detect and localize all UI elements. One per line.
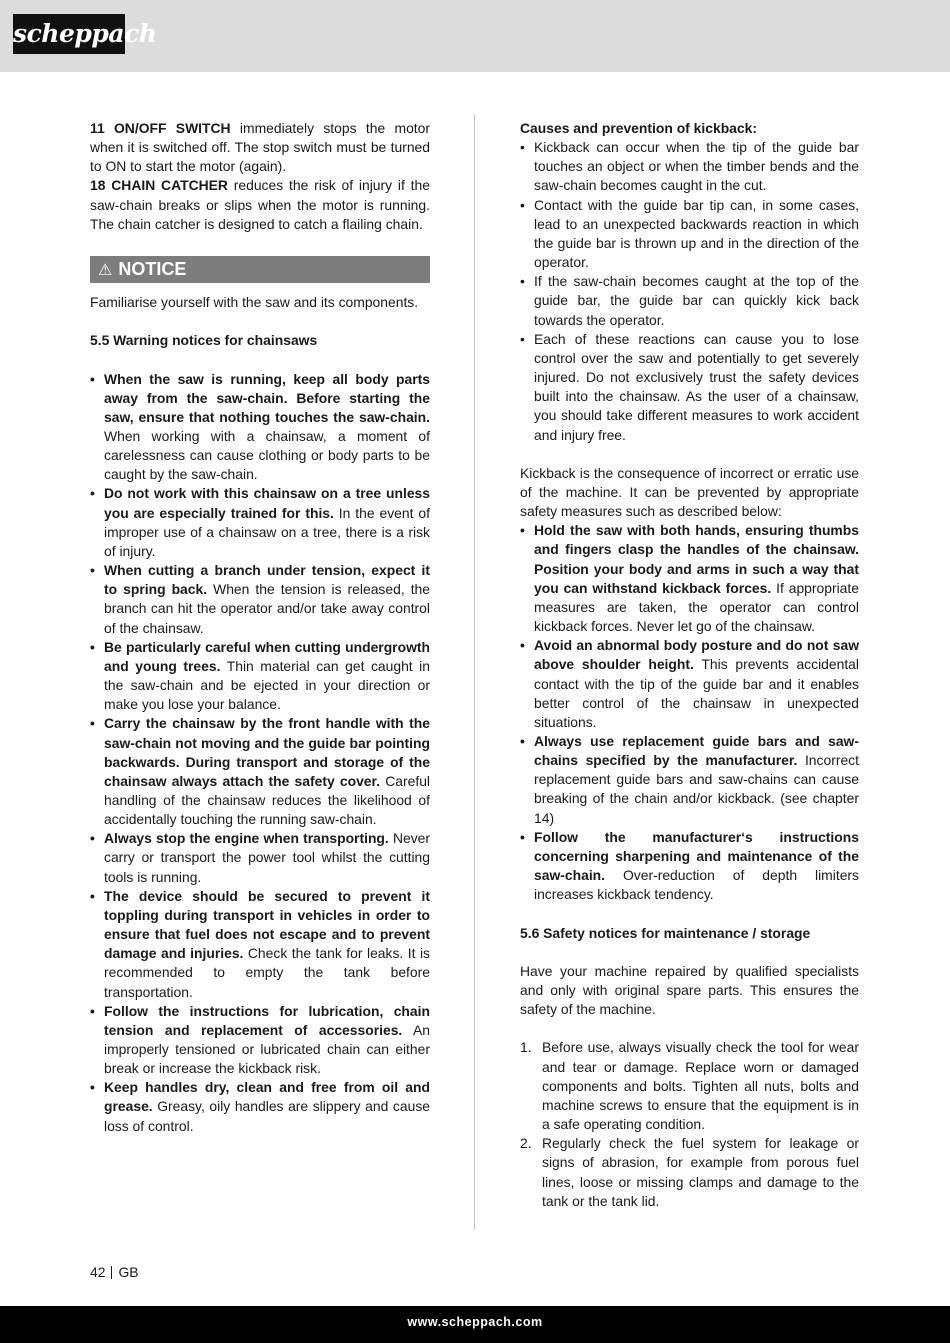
list-item — [90, 370, 430, 485]
left-column — [90, 119, 430, 1136]
bullet-text: In the event of improper use of a chainsaw on a tree, there is a risk of injury. — [104, 504, 430, 559]
list-item: • If the saw-chain becomes caught at the top of the guide bar, the guide bar can quickly kick back towards the operator. — [520, 272, 859, 329]
bullet-text: Incorrect replacement guide bars and saw-chains can cause breaking of the chain and/or kickback. (see chapter 14) — [534, 752, 859, 826]
notice-text: Familiarise yourself with the saw and its components. — [90, 293, 419, 310]
page-number-separator — [111, 1266, 112, 1279]
warning-bullet-list — [90, 370, 430, 1136]
page-number — [90, 1264, 139, 1280]
bullet-text: Never carry or transport the power tool whilst the cutting tools is running. — [104, 830, 430, 885]
bullet-bold: Hold the saw with both hands, ensuring thumbs and fingers clasp the handles of the chainsaw. Position your body and arms in such a way that you can withstand kickback forces. — [534, 522, 859, 596]
intro-text: reduces the risk of injury if the saw-chain breaks or slips when the motor is running. The chain catcher is designed to catch a flailing chain. — [90, 177, 430, 232]
page-footer — [0, 1306, 950, 1343]
bullet-text: Check the tank for leaks. It is recommended to empty the tank before transportation. — [104, 945, 430, 1000]
bullet-bold: When cutting a branch under tension, expect it to spring back. — [104, 562, 430, 598]
list-item — [90, 484, 430, 561]
list-item: • Kickback can occur when the tip of the guide bar touches an object or when the timber bends and the saw-chain becomes caught in the cut. — [520, 138, 859, 195]
list-item — [90, 561, 430, 638]
bullet-bold: Avoid an abnormal body posture and do not saw above shoulder height. — [534, 637, 859, 673]
step-text: Before use, always visually check the tool for wear and tear or damage. Replace worn or damaged components and bolts. Tighten all nuts, bolts and machine screws to ensure that the equipment is in a safe operating condition. — [542, 1039, 859, 1133]
list-item — [520, 1038, 859, 1134]
list-item — [520, 636, 859, 732]
right-column — [520, 119, 859, 1211]
bullet-bold: Be particularly careful when cutting undergrowth and young trees. — [104, 638, 430, 674]
column-divider — [474, 114, 475, 1230]
list-item — [520, 828, 859, 905]
bullet-bold: Always stop the engine when transporting. — [104, 830, 389, 847]
bullet-text: This prevents accidental contact with the tip of the guide bar and it enables better control of the chainsaw in unexpected situations. — [534, 656, 859, 730]
list-item: • Each of these reactions can cause you to lose control over the saw and potentially to get severely injured. Do not exclusively trust the safety devices built into the chainsaw. As the user of a chainsaw, you should take different measures to work accident and injury free. — [520, 330, 859, 445]
step-number: 1. — [520, 1039, 532, 1056]
intro-term: 11 ON/OFF SWITCH — [90, 120, 231, 136]
list-item: • Contact with the guide bar tip can, in some cases, lead to an unexpected backwards reaction in which the guide bar is thrown up and in the direction of the operator. — [520, 196, 859, 273]
warning-triangle-icon: ⚠ — [98, 259, 113, 279]
bullet-text: Thin material can get caught in the saw-chain and be ejected in your direction or make you lose your balance. — [104, 657, 430, 713]
page-number-value: 42 — [90, 1264, 106, 1280]
list-item — [520, 732, 859, 828]
bullet-bold: Follow the manufacturer‘s instructions concerning sharpening and maintenance of the saw-chain. — [534, 828, 859, 884]
section-title-warning-notices: 5.5 Warning notices for chainsaws — [90, 332, 318, 349]
intro-term: 18 CHAIN CATCHER — [90, 177, 228, 194]
step-text: Regularly check the fuel system for leakage or signs of abrasion, for example from porous fuel lines, loose or missing clamps and damage to the tank or the tank lid. — [542, 1135, 859, 1209]
bullet-text: Over-reduction of depth limiters increases kickback tendency. — [534, 867, 859, 903]
list-item — [90, 1002, 430, 1079]
bullet-bold: Always use replacement guide bars and saw-chains specified by the manufacturer. — [534, 732, 859, 769]
bullet-text: When the tension is released, the branch can hit the operator and/or take away control of the chainsaw. — [104, 581, 431, 636]
intro-text: immediately stops the motor when it is switched off. The stop switch must be turned to ON to start the motor (again). — [90, 120, 431, 175]
brand-logo: scheppach — [13, 14, 125, 54]
section-title-maintenance: 5.6 Safety notices for maintenance / storage — [520, 924, 811, 941]
list-item — [520, 521, 859, 636]
notice-label: NOTICE — [118, 258, 187, 279]
kickback-measures-list — [520, 521, 859, 904]
list-item — [90, 887, 430, 1002]
bullet-text: An improperly tensioned or lubricated chain can either break or increase the kickback risk. — [104, 1021, 430, 1077]
bullet-text: Careful handling of the chainsaw reduces the likelihood of accidentally touching the running saw-chain. — [104, 772, 430, 828]
list-item — [90, 714, 430, 829]
page-header — [0, 0, 950, 72]
bullet-bold: Do not work with this chainsaw on a tree unless you are especially trained for this. — [104, 485, 430, 521]
bullet-bold: Keep handles dry, clean and free from oil and grease. — [104, 1079, 430, 1115]
list-item — [90, 638, 430, 715]
intro-chain-catcher — [90, 176, 430, 233]
intro-on-off-switch — [90, 119, 430, 176]
bullet-bold: When the saw is running, keep all body parts away from the saw-chain. Before starting the saw, ensure that nothing touches the saw-chain. — [104, 370, 430, 425]
maintenance-intro: Have your machine repaired by qualified specialists and only with original spare parts. This ensures the safety of the machine. — [520, 962, 859, 1018]
kickback-causes-list — [520, 138, 859, 445]
bullet-bold: The device should be secured to prevent it toppling during transport in vehicles in order to ensure that fuel does not escape and to prevent damage and injuries. — [104, 887, 430, 962]
bullet-bold: Carry the chainsaw by the front handle with the saw-chain not moving and the guide bar pointing backwards. During transport and storage of the chainsaw always attach the safety cover. — [104, 715, 430, 789]
kickback-intro: Kickback is the consequence of incorrect or erratic use of the machine. It can be prevented by appropriate safety measures such as described below: — [520, 464, 859, 520]
list-item — [90, 829, 430, 886]
list-item — [520, 1134, 859, 1211]
kickback-title: Causes and prevention of kickback: — [520, 120, 757, 136]
bullet-bold: Follow the instructions for lubrication, chain tension and replacement of accessories. — [104, 1002, 430, 1038]
step-number: 2. — [520, 1135, 532, 1152]
maintenance-steps-list — [520, 1038, 859, 1210]
notice-banner — [90, 256, 430, 283]
footer-url-link[interactable]: www.scheppach.com — [407, 1315, 543, 1329]
bullet-text: If appropriate measures are taken, the operator can control kickback forces. Never let go of the chainsaw. — [534, 579, 859, 635]
bullet-text: Greasy, oily handles are slippery and cause loss of control. — [104, 1098, 430, 1134]
bullet-text: When working with a chainsaw, a moment of carelessness can cause clothing or body parts to be caught by the saw-chain. — [104, 428, 430, 483]
page-language: GB — [118, 1264, 139, 1280]
list-item — [90, 1078, 430, 1135]
